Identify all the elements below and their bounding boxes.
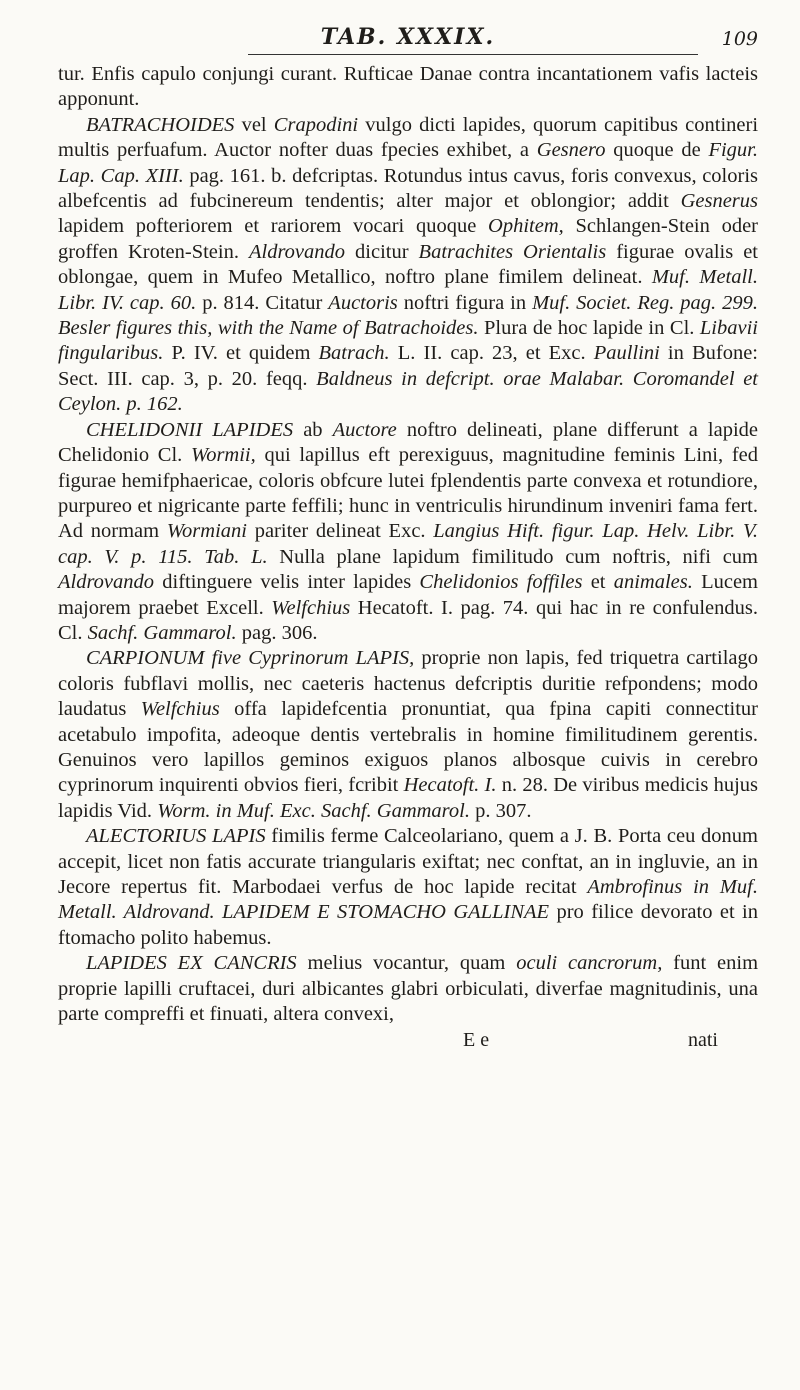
italic-run: Sachf. Gammarol. <box>87 621 237 644</box>
italic-run: Crapodini <box>273 113 359 136</box>
text-run: vulgo dicti lapides, quorum capitibus contineri multis perfuafum. Auctor nofter duas fpecies exhibet, a <box>58 113 759 162</box>
text-run: proprie non lapis, fed triquetra cartilago coloris fubflavi mollis, nec caeteris hactenus defcriptis duritie refpondens; modo laudatus <box>58 647 758 721</box>
text-run: Schlangen-Stein oder groffen Kroten-Stein. <box>58 215 759 263</box>
italic-run: Hecatoft. I. <box>403 774 497 797</box>
text-run: P. IV. et quidem <box>163 342 319 365</box>
italic-run: CARPIONUM five Cyprinorum LAPIS, <box>86 647 415 670</box>
text-run: pag. 161. b. defcriptas. Rotundus intus cavus, foris convexus, coloris albefcentis ad fubcinereum tendentis; alter major et oblongior; addit <box>58 164 759 213</box>
italic-run: Wormii, <box>191 444 256 467</box>
italic-run: Welfchius <box>271 596 351 619</box>
italic-run: Langius Hift. figur. Lap. Helv. Libr. V. cap. V. p. 115. Tab. L. <box>58 520 759 568</box>
text-run: diftinguere velis inter lapides <box>154 571 420 594</box>
text-run: funt enim proprie lapilli cruftacei, duri albicantes glabri orbiculati, diverfae magnitudinis, una parte compreffi et finuati, altera convexi, <box>58 952 759 1026</box>
paragraph <box>58 951 758 1027</box>
page-footer <box>58 1027 758 1052</box>
header-rule <box>248 54 698 55</box>
text-run: noftri figura in <box>397 291 533 314</box>
italic-run: Worm. in Muf. Exc. Sachf. Gammarol. <box>157 799 470 822</box>
signature-mark: E e <box>463 1029 490 1052</box>
text-run: pag. 306. <box>236 621 318 644</box>
text-run: et <box>582 571 614 594</box>
text-run: in Bufone: Sect. III. cap. 3, p. 20. feqq. <box>58 342 758 390</box>
text-run: p. 814. Citatur <box>196 291 329 314</box>
text-run: L. II. cap. 23, et Exc. <box>389 342 594 365</box>
text-run: dicitur <box>345 240 419 263</box>
text-run: Hecatoft. I. pag. 74. qui hac in re confulendus. Cl. <box>58 596 758 644</box>
italic-run: Ambrofinus in Muf. Metall. Aldrovand. LAPIDEM E STOMACHO GALLINAE <box>58 876 758 924</box>
italic-run: Gesnero <box>536 139 606 162</box>
text-run: Plura de hoc lapide in Cl. <box>478 317 700 340</box>
text-run: p. 307. <box>469 799 532 822</box>
text-run: Nulla plane lapidum fimilitudo cum noftris, nifi cum <box>267 545 758 568</box>
text-run: pro filice devorato et in ftomacho polito habemus. <box>58 901 758 949</box>
italic-run: LAPIDES EX CANCRIS <box>86 952 297 975</box>
italic-run: Chelidonios foffiles <box>419 571 583 594</box>
page-number: 109 <box>721 28 758 50</box>
text-run: melius vocantur, quam <box>296 952 517 975</box>
italic-run: Auctore <box>332 418 397 441</box>
italic-run: Batrach. <box>318 342 390 365</box>
text-run: qui lapillus eft perexiguus, magnitudine feminis Lini, fed figurae hemifphaericae, coloris obfcure lutei fplendentis parte convexa et rotundiore, purpureo et nigricante parte feffili; hunc in ventriculis hirundinum inveniri fama fert. Ad normam <box>58 444 758 543</box>
italic-run: Batrachites Orientalis <box>418 240 607 263</box>
catchword: nati <box>688 1029 718 1052</box>
page-header <box>58 10 758 62</box>
text-run: n. 28. De viribus medicis hujus lapidis Vid. <box>58 774 758 822</box>
italic-run: Gesnerus <box>680 190 758 213</box>
italic-run: CHELIDONII LAPIDES <box>86 418 294 441</box>
italic-run: Libavii fingularibus. <box>58 317 758 365</box>
text-run: Lucem majorem praebet Excell. <box>58 571 758 619</box>
text-run: offa lapidefcentia pronuntiat, qua fpina capiti connectitur acetabulo impofita, adeoque dentis vertebralis in homine fimilitudinem gerentis. Genuinos vero lapillos geminos exiguos planos albosque cuivis in cerebro cyprinorum inquirenti obvios fieri, fcribit <box>58 698 758 797</box>
text-run: quoque de <box>605 139 709 162</box>
body-text <box>58 62 758 1027</box>
text-run: figurae ovalis et oblongae, quem in Mufeo Metallico, noftro plane fimilem delineat. <box>58 240 759 289</box>
italic-run: Wormiani <box>166 520 247 543</box>
italic-run: BATRACHOIDES <box>86 113 235 136</box>
italic-run: Auctoris <box>328 291 398 314</box>
text-run: noftro delineati, plane differunt a lapide Chelidonio Cl. <box>58 418 758 467</box>
italic-run: Ophitem, <box>488 215 564 238</box>
italic-run: Figur. Lap. Cap. XIII. <box>58 139 759 187</box>
text-run: tur. Enfis capulo conjungi curant. Rufticae Danae contra incantationem vafis lacteis apponunt. <box>58 63 758 111</box>
italic-run: Paullini <box>593 342 660 365</box>
running-head: TAB. XXXIX. <box>320 24 496 50</box>
italic-run: Muf. Metall. Libr. IV. cap. 60. <box>58 266 758 314</box>
paragraph <box>58 418 758 647</box>
italic-run: animales. <box>613 571 693 594</box>
paragraph <box>58 824 758 951</box>
text-run: pariter delineat Exc. <box>246 520 434 543</box>
text-run: lapidem pofteriorem et rariorem vocari quoque <box>58 215 489 238</box>
text-run: vel <box>234 113 274 136</box>
paragraph <box>58 113 758 418</box>
text-run: fimilis ferme Calceolariano, quem a J. B. Porta ceu donum accepit, licet non fatis accurate triangularis exiftat; nec conftat, an in ingluvie, an in Jecore repertus fit. Marbodaei verfus de hoc lapide recitat <box>58 825 758 898</box>
italic-run: Muf. Societ. Reg. pag. 299. Besler figures this, with the Name of Batrachoides. <box>58 291 759 340</box>
text-run: ab <box>293 418 333 441</box>
italic-run: Aldrovando <box>248 240 346 263</box>
italic-run: ALECTORIUS LAPIS <box>86 825 266 848</box>
paragraph <box>58 646 758 824</box>
italic-run: Baldneus in defcript. orae Malabar. Coromandel et Ceylon. p. 162. <box>58 367 758 416</box>
italic-run: Welfchius <box>140 698 220 721</box>
paragraph <box>58 62 758 113</box>
italic-run: oculi cancrorum, <box>516 952 663 975</box>
italic-run: Aldrovando <box>58 571 155 594</box>
